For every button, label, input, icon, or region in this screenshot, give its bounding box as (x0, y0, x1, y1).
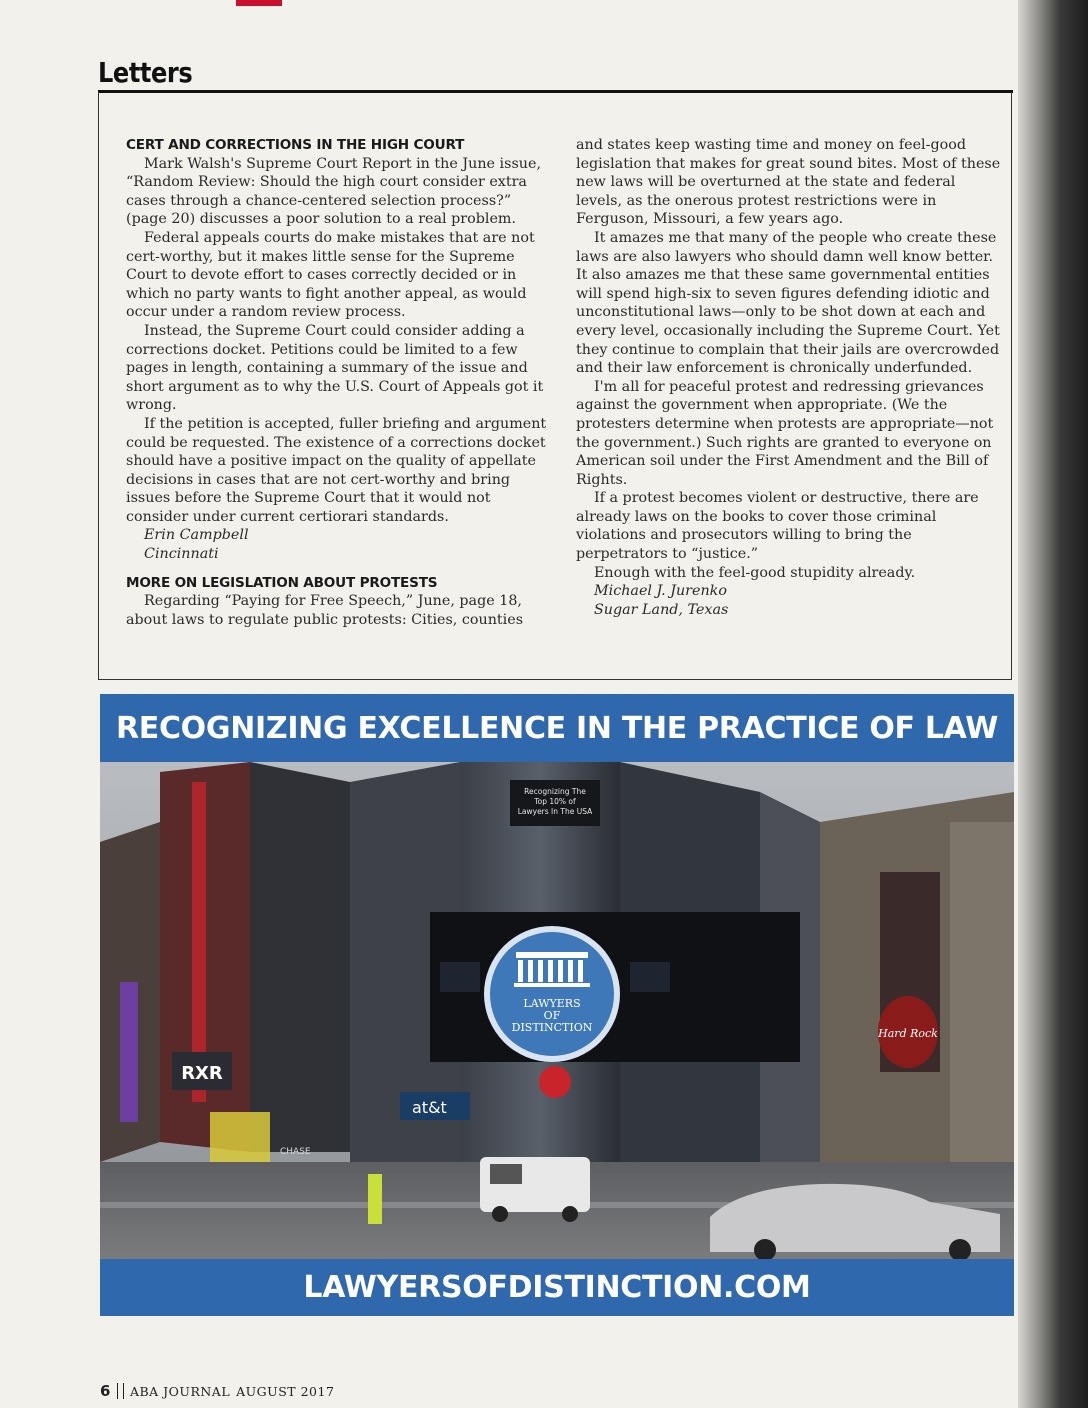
rxr-sign: RXR (181, 1063, 223, 1084)
billboard-line: Top 10% of (534, 797, 576, 806)
page-number: 6 (100, 1382, 111, 1400)
letter2-paragraph: I'm all for peaceful protest and redressing grievances against the government when appropriate. (We the protesters determine when protests are appropriate—not the government.) Such rights are granted to everyone on American soil under the First Amendment and the Bill of Rights. (576, 378, 994, 488)
logo-text-line: DISTINCTION (511, 1021, 593, 1034)
att-sign: at&t (412, 1098, 447, 1117)
letter1-location: Cincinnati (144, 546, 219, 563)
top-color-tab (236, 0, 282, 6)
letter1-paragraph: Instead, the Supreme Court could consider adding a corrections docket. Petitions could be limited to a few pages in length, containing a summary of the issue and short argument as to why the U.S. Court of Appeals got it wrong. (126, 322, 544, 414)
letter2-continuation: and states keep wasting time and money on feel-good legislation that makes for great sound bites. Most of these new laws will be overturned at the state and federal levels, as the onerous protest restrictions were in Ferguson, Missouri, a few years ago. (576, 137, 1001, 228)
chase-sign: CHASE (280, 1147, 311, 1157)
letter1-author: Erin Campbell (144, 527, 249, 544)
letter2-paragraph: If a protest becomes violent or destructive, there are already laws on the books to cover those criminal violations and prosecutors willing to bring the perpetrators to “justice.” (576, 490, 979, 563)
ad-headline: RECOGNIZING EXCELLENCE IN THE PRACTICE OF LAW (115, 710, 999, 746)
page-footer (100, 1382, 334, 1400)
letter2-paragraph: Enough with the feel-good stupidity already. (594, 564, 916, 581)
letter2-location: Sugar Land, Texas (594, 601, 729, 618)
letter1-paragraph: Mark Walsh's Supreme Court Report in the June issue, “Random Review: Should the high court consider extra cases through a chance-centered selection process?” (page 20) discusses a poor solution to a real problem. (126, 155, 542, 228)
footer-divider (117, 1383, 124, 1399)
letter2-author: Michael J. Jurenko (594, 583, 727, 600)
letters-column-left (126, 136, 552, 629)
letter2-opening: Regarding “Paying for Free Speech,” June, page 18, about laws to regulate public protests: Cities, counties (126, 593, 524, 628)
logo-text-line: OF (543, 1009, 561, 1022)
logo-text-line: LAWYERS (523, 997, 581, 1010)
letter1-paragraph: If the petition is accepted, fuller briefing and argument could be requested. The existence of a corrections docket should have a positive impact on the quality of appellate decisions in cases that are not cert-worthy and bring issues before the Supreme Court that it would not consider under current certiorari standards. (126, 415, 547, 525)
letter2-heading: MORE ON LEGISLATION ABOUT PROTESTS (126, 574, 438, 591)
billboard-line: Recognizing The (524, 787, 586, 796)
letter2-paragraph: It amazes me that many of the people who create these laws are also lawyers who should damn well know better. It also amazes me that these same governmental entities will spend high-six to seven figures defending idiotic and unconstitutional laws—only to be shot down at each and every level, occasionally including the Supreme Court. Yet they continue to complain that their jails are overcrowded and their law enforcement is chronically underfunded. (576, 229, 1000, 377)
billboard-line: Lawyers In The USA (517, 807, 593, 816)
letter1-paragraph: Federal appeals courts do make mistakes that are not cert-worthy, but it makes little sense for the Supreme Court to devote effort to cases correctly decided or in which no party wants to fight another appeal, as would occur under a random review process. (126, 229, 535, 321)
letters-column-right (576, 136, 1002, 619)
hard-rock-sign: Hard Rock (878, 1027, 938, 1040)
issue-date: AUGUST 2017 (236, 1383, 335, 1399)
letter1-heading: CERT AND CORRECTIONS IN THE HIGH COURT (126, 137, 465, 153)
section-title: Letters (98, 56, 193, 89)
publication-name: ABA JOURNAL (129, 1383, 231, 1399)
page-edge-shadow (1018, 0, 1088, 1408)
times-square-photo (100, 762, 1014, 1259)
ad-url: LAWYERSOFDISTINCTION.COM (303, 1270, 811, 1305)
advertisement (100, 694, 1014, 1316)
